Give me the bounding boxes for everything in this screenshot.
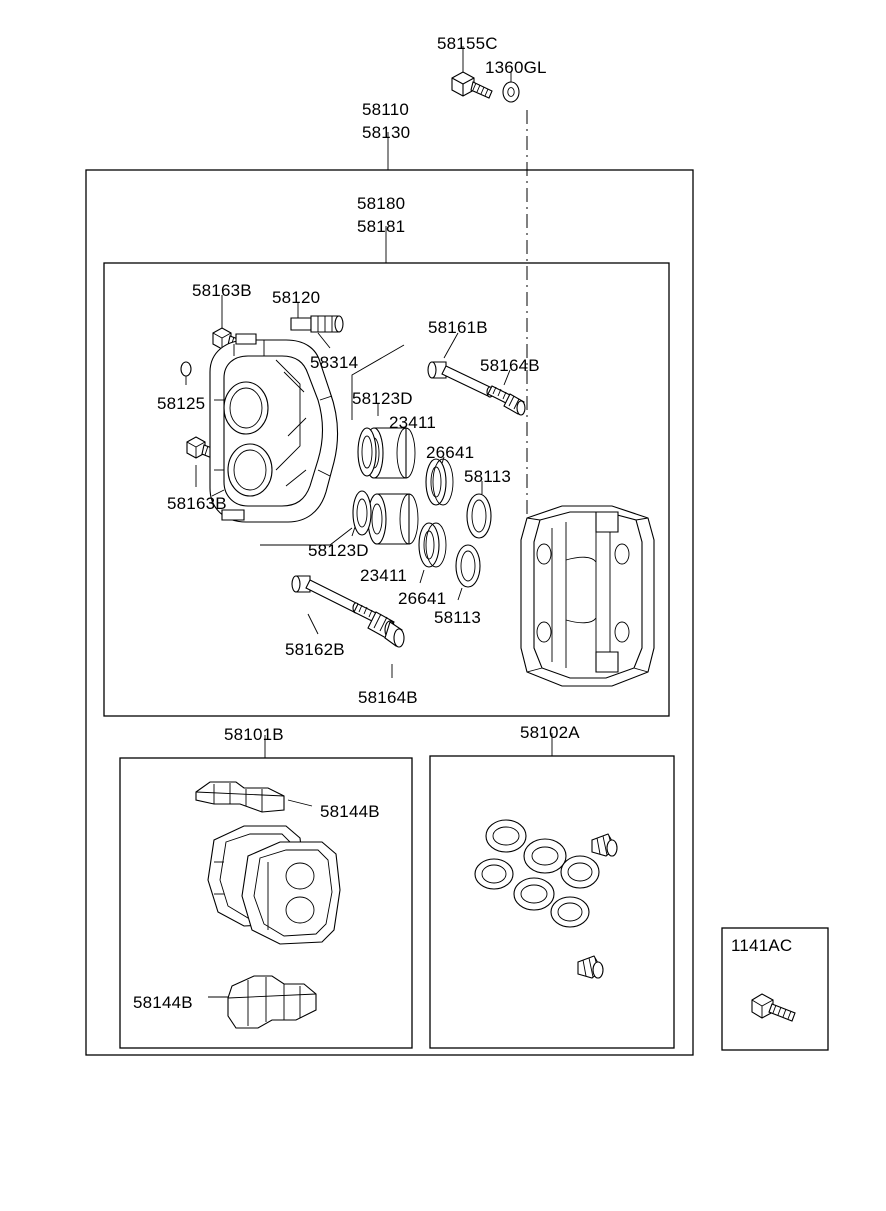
part-label-58181: 58181 [357,217,406,236]
part-label-58125: 58125 [157,394,206,413]
part-label-58113-bottom: 58113 [434,608,482,627]
seal-58123D-lower [353,491,371,535]
seal-58113-lower [456,545,480,600]
part-label-58163b-bottom: 58163B [167,494,227,513]
leader-58314 [318,333,330,348]
part-label-23411-bottom: 23411 [360,566,408,585]
part-label-58144b-bottom: 58144B [133,993,193,1012]
bolt-1141AC [752,994,795,1021]
seal-26641-lower [419,523,446,583]
part-label-58123d-top: 58123D [352,389,413,408]
part-label-26641-bottom: 26641 [398,589,447,608]
part-label-58101b: 58101B [224,725,284,744]
part-label-58130: 58130 [362,123,411,142]
boot-58164B-lower [354,604,404,678]
part-label-58123d-bottom: 58123D [308,541,369,560]
part-label-58113-top: 58113 [464,467,512,486]
seal-58113-upper [467,481,491,538]
part-label-26641-top: 26641 [426,443,475,462]
part-label-58155c: 58155C [437,34,498,53]
part-label-58144b-top: 58144B [320,802,380,821]
part-label-58120: 58120 [272,288,321,307]
part-label-58164b-top: 58164B [480,356,540,375]
part-label-58161b: 58161B [428,318,488,337]
part-label-1141ac: 1141AC [731,936,793,955]
seal-26641-upper [426,457,453,505]
part-label-58102a: 58102A [520,723,580,742]
pad-clip-upper-58144B [196,782,312,812]
seal-kit-parts [475,820,617,978]
part-label-58314: 58314 [310,353,359,372]
part-label-1360gl: 1360GL [485,58,547,77]
part-label-23411-top: 23411 [389,413,437,432]
part-label-58162b: 58162B [285,640,345,659]
part-label-58110: 58110 [362,100,410,119]
caliper-carrier-bracket [521,506,654,686]
part-label-58180: 58180 [357,194,406,213]
seal-58123D-upper [358,428,376,476]
pad-clip-lower-58144B [208,976,316,1028]
guide-pin-58162B [292,576,359,634]
part-label-58163b-top: 58163B [192,281,252,300]
brake-pad-front [242,842,340,944]
boot-58164B-upper [488,370,525,415]
part-58125 [181,362,191,385]
part-label-58164b-bottom: 58164B [358,688,418,707]
